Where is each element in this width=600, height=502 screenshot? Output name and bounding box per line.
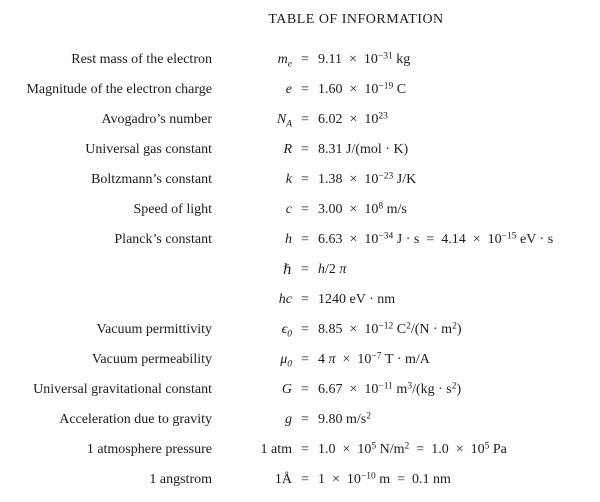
table-row: [0, 465, 600, 495]
constant-value: $8.85 \times 10^{-12}$ $C^2/(N \cdot m^2)$: [318, 321, 462, 337]
equals-sign: =: [301, 172, 309, 187]
constant-symbol: e: [285, 82, 292, 97]
constant-symbol: $N_A$: [276, 112, 292, 130]
page-title: TABLE OF INFORMATION: [268, 12, 444, 27]
table-row: [0, 165, 600, 195]
equals-sign: =: [301, 112, 309, 127]
table-row: [0, 225, 600, 255]
constant-value: $1.60 \times 10^{-19}$ C: [318, 81, 407, 97]
equals-sign: =: [301, 82, 309, 97]
equals-sign: =: [301, 472, 309, 487]
table-row: [0, 45, 600, 75]
constant-label: 1 angstrom: [149, 472, 212, 487]
constant-symbol: G: [281, 382, 292, 397]
table-row: [0, 255, 600, 285]
constants-table: [0, 45, 600, 495]
equals-sign: =: [301, 352, 309, 367]
constant-label: Vacuum permittivity: [96, 322, 212, 337]
constant-symbol: $m_e$: [277, 52, 292, 70]
equals-sign: =: [301, 412, 309, 427]
constant-symbol: 1Å: [274, 472, 292, 487]
table-row: [0, 285, 600, 315]
constant-symbol: $\epsilon_0$: [281, 322, 292, 340]
table-row: [0, 375, 600, 405]
constant-value: $6.67 \times 10^{-11}$ $m^3/(kg \cdot s^2)$: [318, 381, 462, 397]
constant-value: $1.0 \times 10^5$ $N/m^2 = 1.0 \times 10^5$ Pa: [318, 441, 507, 457]
constant-value: $1 \times 10^{-10}$ m = 0.1 nm: [318, 471, 451, 487]
equals-sign: =: [301, 262, 309, 277]
constant-value: $6.02 \times 10^{23}$: [318, 111, 388, 127]
constant-symbol: $\mu_0$: [280, 352, 292, 370]
equals-sign: =: [301, 142, 309, 157]
table-row: [0, 105, 600, 135]
constant-value: 1240 eV · nm: [318, 292, 396, 307]
constant-label: Planck’s constant: [114, 232, 212, 247]
constant-label: Acceleration due to gravity: [59, 412, 212, 427]
constant-label: Boltzmann’s constant: [91, 172, 212, 187]
constant-symbol: R: [283, 142, 292, 157]
constant-value: 8.31 J/(mol · K): [318, 142, 409, 157]
constant-label: Universal gas constant: [85, 142, 212, 157]
constant-label: Avogadro’s number: [101, 112, 212, 127]
constant-label: Universal gravitational constant: [33, 382, 212, 397]
constant-label: 1 atmosphere pressure: [86, 442, 212, 457]
constant-value: 4 $\pi \times 10^{-7}$ T · m/A: [318, 351, 430, 367]
table-row: [0, 135, 600, 165]
constant-label: Rest mass of the electron: [71, 52, 212, 67]
constant-symbol: k: [285, 172, 292, 187]
constant-symbol: h: [285, 232, 292, 247]
constant-value: $1.38 \times 10^{-23}$ J/K: [318, 171, 417, 187]
equals-sign: =: [301, 322, 309, 337]
constant-symbol: g: [285, 412, 292, 427]
constant-symbol: hc: [278, 292, 292, 307]
equals-sign: =: [301, 442, 309, 457]
constant-label: Vacuum permeability: [91, 352, 212, 367]
table-row: [0, 405, 600, 435]
equals-sign: =: [301, 202, 309, 217]
constant-value: $6.63 \times 10^{-34}$ $J \cdot s = 4.14 \times 10^{-15}$ eV · s: [318, 231, 554, 247]
equals-sign: =: [301, 292, 309, 307]
constant-label: Magnitude of the electron charge: [26, 82, 212, 97]
constant-value: $9.11 \times 10^{-31}$ kg: [318, 51, 411, 67]
constant-symbol: c: [285, 202, 292, 217]
constant-value: h/2 π: [318, 262, 347, 277]
table-row: [0, 315, 600, 345]
table-row: [0, 75, 600, 105]
constant-symbol: ℏ: [282, 262, 292, 278]
table-row: [0, 195, 600, 225]
constant-symbol: 1 atm: [260, 442, 292, 457]
table-row: [0, 345, 600, 375]
equals-sign: =: [301, 232, 309, 247]
equals-sign: =: [301, 52, 309, 67]
constant-value: $3.00 \times 10^8$ m/s: [318, 201, 407, 217]
constant-value: 9.80 $m/s^2$: [318, 411, 371, 427]
constant-label: Speed of light: [133, 202, 212, 217]
table-row: [0, 435, 600, 465]
equals-sign: =: [301, 382, 309, 397]
